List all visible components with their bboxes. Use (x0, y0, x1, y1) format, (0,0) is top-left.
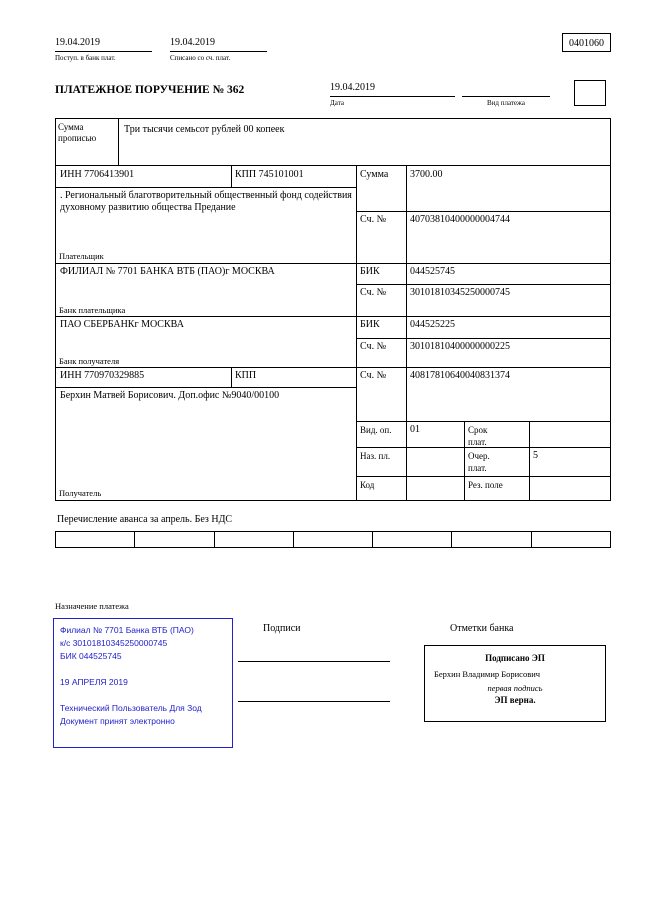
beneficiary-bank-bik: 044525225 (410, 319, 455, 330)
form-code-box: 0401060 (562, 33, 611, 52)
bank-stamp-branch: Филиал № 7701 Банка ВТБ (ПАО) (60, 625, 194, 635)
purpose-text: Перечисление аванса за апрель. Без НДС (57, 514, 233, 525)
purpose-field-cell (55, 532, 134, 547)
amount-words-label: Сумма прописью (56, 119, 119, 165)
document-title: ПЛАТЕЖНОЕ ПОРУЧЕНИЕ № 362 (55, 84, 245, 96)
beneficiary-section-label: Получатель (59, 488, 102, 498)
signature-line-1 (238, 648, 390, 662)
electronic-signature-stamp (424, 645, 606, 722)
payment-type-label: Вид платежа (486, 99, 525, 107)
bank-stamp-corr-account: к/с 30101810345250000745 (60, 638, 168, 648)
sum-value: 3700.00 (410, 169, 443, 180)
beneficiary-kpp: КПП (235, 370, 257, 381)
bank-stamp-user: Технический Пользователь Для Зод (60, 703, 202, 713)
payer-bank-name: ФИЛИАЛ № 7701 БАНКА ВТБ (ПАО)г МОСКВА (60, 266, 275, 277)
ep-valid-text: ЭП верна. (494, 695, 536, 705)
code-label: Код (360, 480, 375, 490)
payment-type-field (462, 81, 550, 108)
debited-date-label: Списано со сч. плат. (170, 54, 231, 62)
payer-bank-account: 30101810345250000745 (410, 287, 510, 298)
doc-date-field (330, 81, 455, 108)
purpose-field-cell (531, 532, 611, 547)
status-box (574, 80, 606, 106)
requisites-table (55, 165, 611, 501)
signed-ep-text: Подписано ЭП (485, 653, 545, 663)
beneficiary-name: Берхин Матвей Борисович. Доп.офис №9040/00100 (60, 390, 280, 401)
op-type-label: Вид. оп. (360, 425, 392, 435)
received-date: 19.04.2019 (55, 36, 152, 52)
received-date-label: Поступ. в банк плат. (55, 54, 116, 62)
priority-label: Очер. плат. (468, 451, 490, 473)
bank-stamp-accepted: Документ принят электронно (60, 716, 175, 726)
op-type-value: 01 (410, 424, 420, 435)
payer-kpp: КПП 745101001 (235, 169, 304, 180)
amount-words-value: Три тысячи семьсот рублей 00 копеек (124, 124, 285, 135)
payer-section-label: Плательщик (59, 251, 104, 261)
purpose-section-label: Назначение платежа (55, 601, 129, 611)
beneficiary-bank-account: 30101810400000000225 (410, 341, 510, 352)
beneficiary-bank-section-label: Банк получателя (59, 356, 120, 366)
signatures-label: Подписи (263, 623, 301, 634)
beneficiary-bank-bik-label: БИК (360, 319, 380, 330)
payer-bank-section-label: Банк плательщика (59, 305, 126, 315)
signature-line-2 (238, 688, 390, 702)
purpose-field-cell (214, 532, 293, 547)
payment-type-value (462, 81, 550, 97)
purpose-fields-row (55, 531, 611, 548)
debited-date: 19.04.2019 (170, 36, 267, 52)
purpose-field-cell (451, 532, 530, 547)
payer-bank-bik-label: БИК (360, 266, 380, 277)
doc-date: 19.04.2019 (330, 81, 455, 97)
reserve-field-label: Рез. поле (468, 480, 503, 490)
pay-term-label: Срок плат. (468, 425, 488, 447)
purpose-field-cell (293, 532, 372, 547)
purpose-field-cell (134, 532, 213, 547)
payer-bank-account-label: Сч. № (360, 287, 387, 298)
payer-account: 40703810400000004744 (410, 214, 510, 225)
first-signature-text: первая подпись (487, 683, 543, 693)
beneficiary-bank-name: ПАО СБЕРБАНКг МОСКВА (60, 319, 184, 330)
purpose-code-label: Наз. пл. (360, 451, 391, 461)
beneficiary-bank-account-label: Сч. № (360, 341, 387, 352)
payer-name: . Региональный благотворительный общественный фонд содействия духовному развитию общества Предание (60, 190, 352, 213)
bank-stamp-bik: БИК 044525745 (60, 651, 122, 661)
bank-electronic-stamp (53, 618, 233, 748)
purpose-field-cell (372, 532, 451, 547)
bank-marks-label: Отметки банка (450, 623, 514, 634)
sum-label: Сумма (360, 169, 389, 180)
amount-in-words-section (55, 118, 611, 165)
payer-inn: ИНН 7706413901 (60, 169, 135, 180)
received-in-bank-field (55, 36, 152, 63)
beneficiary-account: 40817810640040831374 (410, 370, 510, 381)
beneficiary-account-label: Сч. № (360, 370, 387, 381)
doc-date-label: Дата (330, 99, 344, 107)
payer-bank-bik: 044525745 (410, 266, 455, 277)
signer-name: Берхин Владимир Борисович (434, 669, 541, 679)
payer-account-label: Сч. № (360, 214, 387, 225)
priority-value: 5 (533, 450, 538, 461)
debited-from-account-field (170, 36, 267, 63)
beneficiary-inn: ИНН 770970329885 (60, 370, 145, 381)
bank-stamp-date: 19 АПРЕЛЯ 2019 (60, 677, 128, 687)
